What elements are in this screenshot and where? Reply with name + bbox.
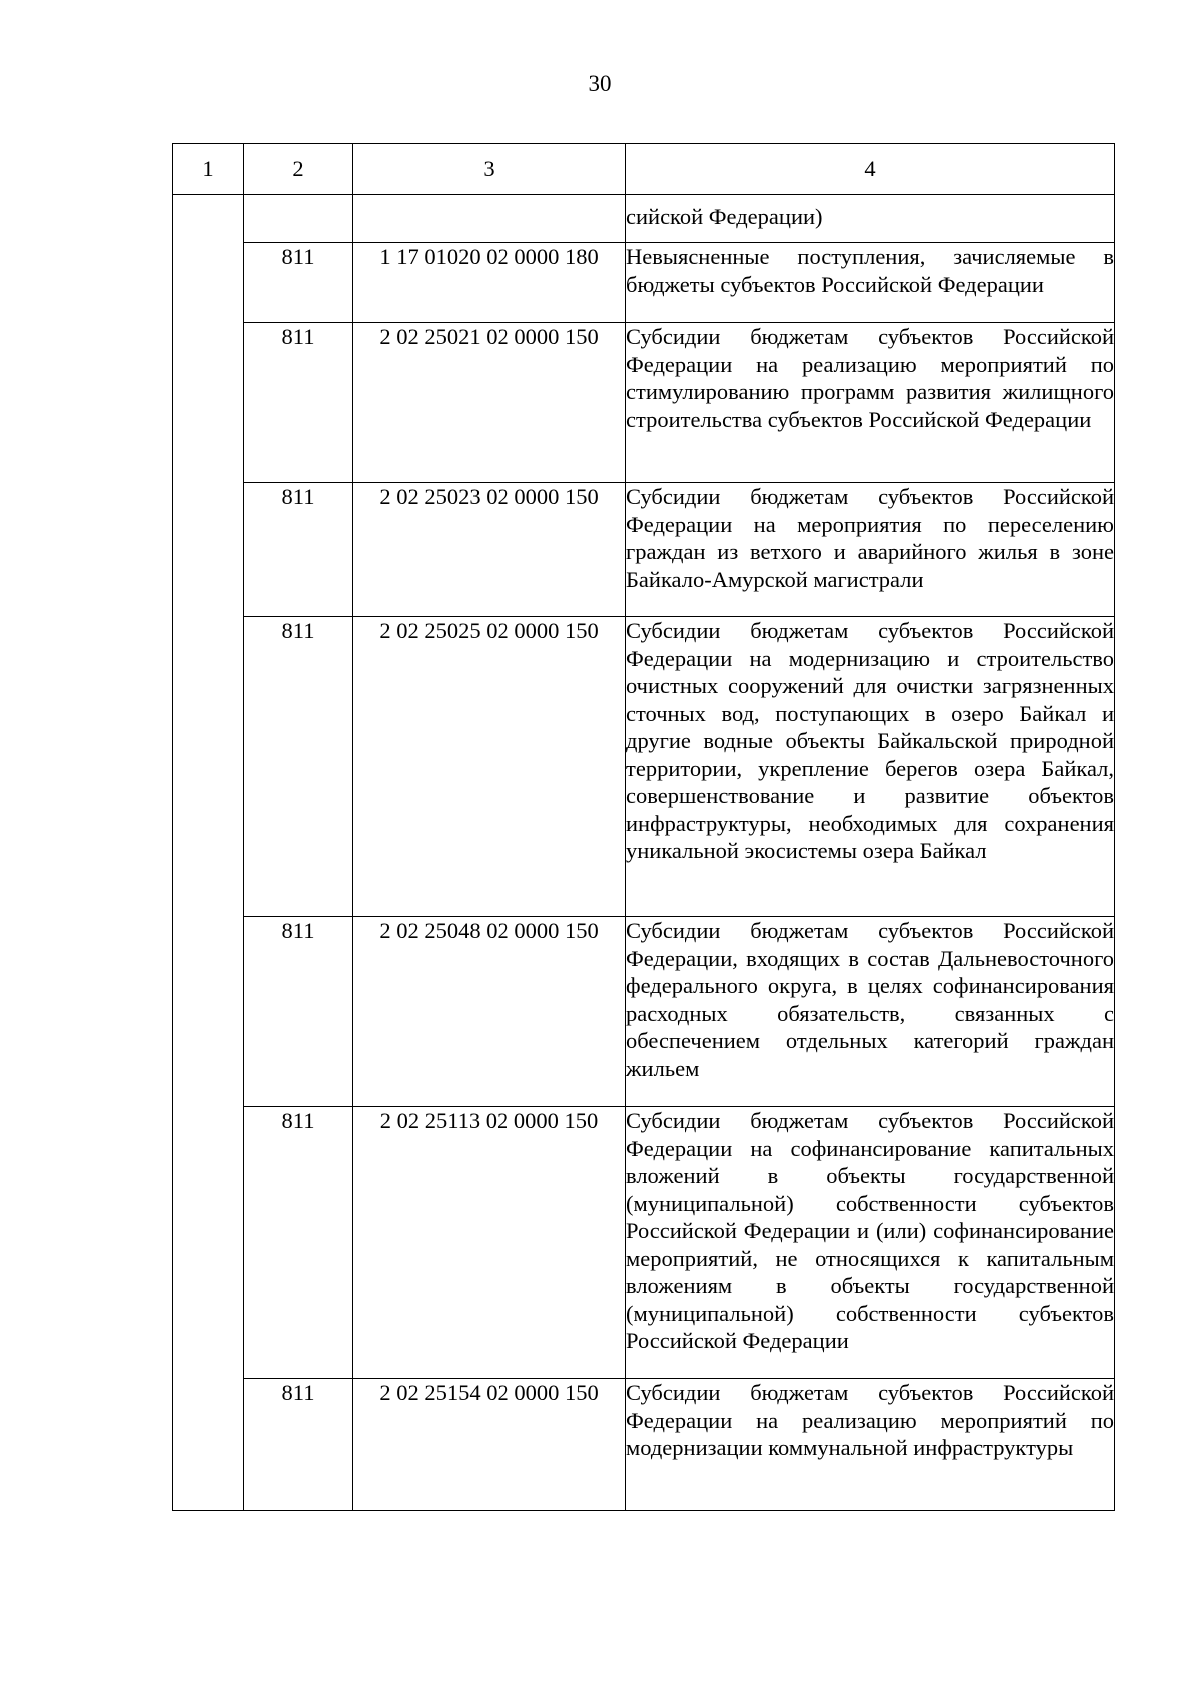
table-row: [173, 243, 1115, 323]
column-1-cell: [173, 195, 244, 1511]
description-cell: Субсидии бюджетам субъектов Российской Федерации, входящих в состав Дальневосточного федерального округа, в целях софинансирования расходных обязательств, связанных с обеспечением отдельных категорий граждан жильем: [626, 917, 1115, 1107]
description-cell: Субсидии бюджетам субъектов Российской Федерации на реализацию мероприятий по стимулированию программ развития жилищного строительства субъектов Российской Федерации: [626, 323, 1115, 483]
admin-code-cell: 811: [244, 243, 353, 323]
revenue-code-cell: 2 02 25021 02 0000 150: [353, 323, 626, 483]
revenue-code-cell: [353, 195, 626, 243]
admin-code-cell: [244, 195, 353, 243]
admin-code-cell: 811: [244, 917, 353, 1107]
description-cell: Субсидии бюджетам субъектов Российской Федерации на реализацию мероприятий по модернизации коммунальной инфраструктуры: [626, 1379, 1115, 1511]
revenue-code-cell: 2 02 25023 02 0000 150: [353, 483, 626, 617]
table-row: [173, 617, 1115, 917]
header-col-2: 2: [244, 144, 353, 195]
table-row: [173, 1107, 1115, 1379]
admin-code-cell: 811: [244, 483, 353, 617]
table-header-row: [173, 144, 1115, 195]
description-cell: сийской Федерации): [626, 195, 1115, 243]
description-cell: Субсидии бюджетам субъектов Российской Федерации на мероприятия по переселению граждан из ветхого и аварийного жилья в зоне Байкало-Амурской магистрали: [626, 483, 1115, 617]
header-col-1: 1: [173, 144, 244, 195]
table-row: [173, 1379, 1115, 1511]
header-col-4: 4: [626, 144, 1115, 195]
description-cell: Субсидии бюджетам субъектов Российской Федерации на модернизацию и строительство очистных сооружений для очистки загрязненных сточных вод, поступающих в озеро Байкал и другие водные объекты Байкальской природной территории, укрепление берегов озера Байкал, совершенствование и развитие объектов инфраструктуры, необходимых для сохранения уникальной экосистемы озера Байкал: [626, 617, 1115, 917]
header-col-3: 3: [353, 144, 626, 195]
revenue-code-cell: 2 02 25154 02 0000 150: [353, 1379, 626, 1511]
table-row: [173, 323, 1115, 483]
description-cell: Невыясненные поступления, зачисляемые в бюджеты субъектов Российской Федерации: [626, 243, 1115, 323]
revenue-code-cell: 2 02 25025 02 0000 150: [353, 617, 626, 917]
revenue-code-cell: 2 02 25048 02 0000 150: [353, 917, 626, 1107]
table-row: [173, 195, 1115, 243]
revenue-code-cell: 1 17 01020 02 0000 180: [353, 243, 626, 323]
admin-code-cell: 811: [244, 617, 353, 917]
table-row: [173, 483, 1115, 617]
admin-code-cell: 811: [244, 1379, 353, 1511]
revenue-code-cell: 2 02 25113 02 0000 150: [353, 1107, 626, 1379]
admin-code-cell: 811: [244, 323, 353, 483]
table-row: [173, 917, 1115, 1107]
budget-revenue-table: [172, 143, 1115, 1511]
admin-code-cell: 811: [244, 1107, 353, 1379]
page-number: 30: [588, 71, 612, 96]
description-cell: Субсидии бюджетам субъектов Российской Федерации на софинансирование капитальных вложений в объекты государственной (муниципальной) собственности субъектов Российской Федерации и (или) софинансирование мероприятий, не относящихся к капитальным вложениям в объекты государственной (муниципальной) собственности субъектов Российской Федерации: [626, 1107, 1115, 1379]
